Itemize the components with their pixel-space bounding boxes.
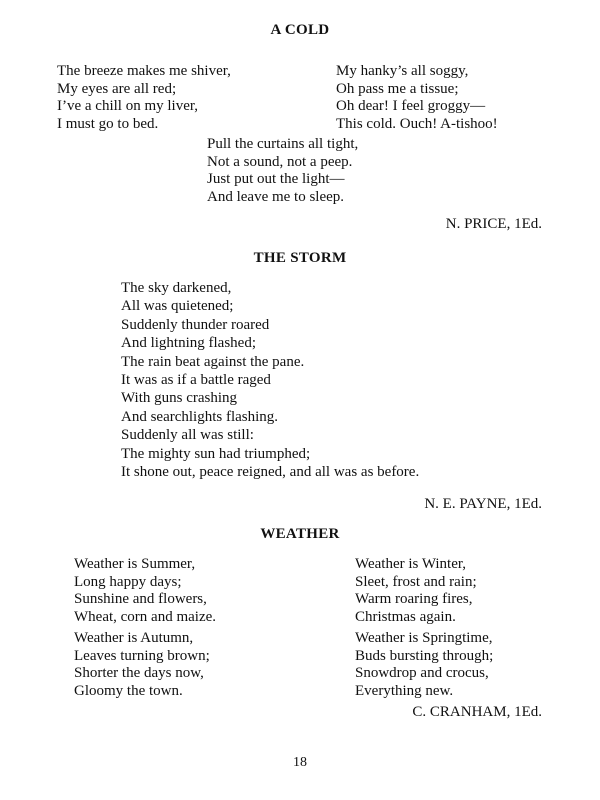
poem-line: It was as if a battle raged — [121, 371, 271, 388]
poem-line: And leave me to sleep. — [207, 188, 345, 205]
poem-line: Not a sound, not a peep. — [207, 153, 353, 170]
poem-line: The sky darkened, — [121, 280, 232, 296]
poem-line: Suddenly thunder roared — [121, 316, 270, 333]
stanza-weather-autumn — [74, 630, 210, 700]
poem-title-a-cold: A COLD — [270, 22, 330, 38]
stanza-a-cold-1 — [57, 63, 231, 133]
poem-line: My hanky’s all soggy, — [336, 63, 469, 79]
poem-line: Weather is Winter, — [355, 556, 467, 572]
stanza-weather-winter — [355, 556, 477, 626]
poem-line: This cold. Ouch! A-tishoo! — [336, 115, 498, 132]
poem-line: Sleet, frost and rain; — [355, 573, 477, 590]
poem-line: Weather is Springtime, — [355, 630, 493, 646]
poem-line: Sunshine and flowers, — [74, 591, 207, 607]
poem-author-a-cold: N. PRICE, 1Ed. — [445, 216, 542, 232]
poem-line: Oh pass me a tissue; — [336, 80, 459, 97]
poem-line: I must go to bed. — [57, 115, 159, 132]
poem-line: And searchlights flashing. — [121, 408, 279, 425]
poem-line: Suddenly all was still: — [121, 427, 254, 444]
page-number: 18 — [293, 755, 307, 770]
poem-author-weather: C. CRANHAM, 1Ed. — [412, 704, 542, 720]
poem-line: Just put out the light— — [207, 171, 345, 187]
poem-line: With guns crashing — [121, 390, 238, 407]
poem-line: The breeze makes me shiver, — [57, 63, 231, 79]
stanza-weather-spring — [355, 630, 493, 700]
poem-line: Gloomy the town. — [74, 682, 183, 699]
poem-line: Leaves turning brown; — [74, 647, 210, 664]
poem-line: I’ve a chill on my liver, — [57, 98, 199, 114]
poem-line: Long happy days; — [74, 573, 182, 590]
poem-line: Pull the curtains all tight, — [207, 136, 359, 152]
stanza-weather-summer — [74, 556, 216, 626]
poem-line: Oh dear! I feel groggy— — [336, 98, 486, 114]
poem-line: It shone out, peace reigned, and all was as before. — [121, 463, 420, 480]
poem-line: Wheat, corn and maize. — [74, 608, 217, 625]
poem-line: And lightning flashed; — [121, 335, 256, 352]
poem-line: Warm roaring fires, — [355, 591, 473, 607]
poem-line: Shorter the days now, — [74, 665, 204, 681]
poem-title-weather: WEATHER — [260, 526, 340, 542]
poem-author-the-storm: N. E. PAYNE, 1Ed. — [424, 496, 542, 512]
stanza-the-storm — [121, 279, 419, 481]
poem-line: Weather is Autumn, — [74, 630, 194, 646]
poem-line: All was quietened; — [121, 298, 234, 315]
poem-line: Christmas again. — [355, 608, 456, 625]
poem-line: Everything new. — [355, 682, 454, 699]
stanza-a-cold-3 — [207, 136, 358, 206]
poem-line: The mighty sun had triumphed; — [121, 445, 311, 462]
poem-line: The rain beat against the pane. — [121, 353, 305, 370]
poem-title-the-storm: THE STORM — [253, 250, 347, 266]
poem-line: Buds bursting through; — [355, 647, 494, 664]
poem-line: Snowdrop and crocus, — [355, 665, 489, 681]
stanza-a-cold-2 — [336, 63, 498, 133]
poem-line: My eyes are all red; — [57, 80, 177, 97]
poem-line: Weather is Summer, — [74, 556, 196, 572]
